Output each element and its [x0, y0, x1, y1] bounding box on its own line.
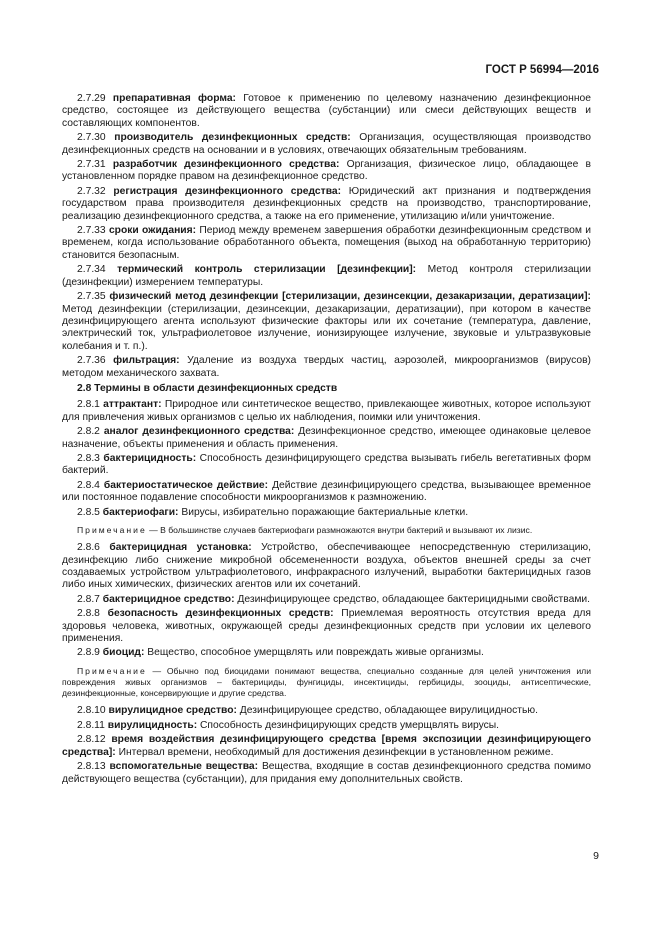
entry-term: бактериофаги:	[102, 506, 179, 518]
term-entry	[62, 426, 591, 451]
entry-definition: Организация, физическое лицо, обладающее в установленном порядке правом на дезинфекционное средство.	[62, 159, 591, 183]
term-entry	[62, 132, 591, 157]
entries-group-c	[62, 542, 591, 660]
entry-definition: Удаление из воздуха твердых частиц, аэрозолей, микроорганизмов (вирусов) методом механического захвата.	[62, 355, 591, 379]
term-entry	[62, 761, 591, 786]
entry-number: 2.8.7	[77, 593, 100, 605]
term-entry	[62, 291, 591, 353]
entry-number: 2.8.11	[77, 719, 105, 731]
entry-definition: Период между временем завершения обработки дезинфекционным средством и временем, когда использование обработанного объекта, помещения (выход на обработанную территорию) становится безопасным.	[62, 225, 591, 261]
page-content	[62, 93, 591, 788]
term-entry	[62, 93, 591, 130]
term-entry	[62, 705, 591, 717]
term-entry	[62, 264, 591, 289]
entry-term: производитель дезинфекционных средств:	[114, 132, 351, 144]
entry-definition: Вещества, входящие в состав дезинфекционного средства помимо действующего вещества (субстанции), для придания ему дополнительных свойств.	[62, 761, 591, 785]
entry-term: регистрация дезинфекционного средства:	[113, 185, 342, 197]
entry-term: аналог дезинфекционного средства:	[103, 426, 295, 438]
term-entry	[62, 186, 591, 223]
term-entry	[62, 608, 591, 645]
entry-term: термический контроль стерилизации [дезинфекции]:	[117, 264, 417, 276]
entry-definition: Природное или синтетическое вещество, привлекающее животных, которое используют для привлечения живых организмов с целью их наблюдения, поимки или уничтожения.	[62, 399, 591, 423]
entry-definition: Вирусы, избирательно поражающие бактериальные клетки.	[181, 506, 469, 518]
entry-term: препаративная форма:	[112, 93, 236, 104]
entry-term: бактерицидное средство:	[102, 593, 235, 605]
entry-definition: Способность дезинфицирующего средства вызывать гибель вегетативных форм бактерий.	[62, 452, 591, 477]
entry-number: 2.7.35	[77, 291, 106, 303]
term-entry	[62, 453, 591, 478]
entries-group-b	[62, 399, 591, 519]
entry-number: 2.7.29	[77, 93, 106, 104]
entry-definition: Юридический акт признания и подтверждения государством права производителя дезинфекционных средств на производство, транспортирование, реализацию дезинфекционного средства, а также на его применение, утилизацию и/или уничтожение.	[62, 185, 591, 222]
term-entry	[62, 507, 591, 519]
note-text: — В большинстве случаев бактериофаги размножаются внутри бактерий и вызывают их лизис.	[149, 525, 533, 535]
entry-definition: Дезинфекционное средство, имеющее одинаковые целевое назначение, объекты применения и область применения.	[62, 426, 591, 450]
entry-number: 2.7.34	[77, 264, 106, 276]
entry-number: 2.7.30	[77, 132, 106, 144]
entry-term: вирулицидность:	[107, 719, 198, 731]
entry-definition: Организация, осуществляющая производство дезинфекционных средств на основании и в условиях, отвечающих обязательным требованиям.	[62, 132, 591, 156]
term-entry	[62, 542, 591, 592]
entry-number: 2.8.1	[77, 399, 100, 411]
entry-number: 2.8.9	[77, 647, 100, 659]
note	[62, 666, 591, 700]
entry-definition: Метод дезинфекции (стерилизации, дезинсекции, дезакаризации, дератизации), при котором в качестве дезинфицирующего агента используют физические факторы или их сочетание (температура, давление, электрический ток, ультрафиолетовое излучение, ионизирующее излучение, звуковые и ультразвуковые колебания и т. п.).	[62, 303, 591, 352]
entry-term: бактерицидная установка:	[109, 542, 252, 554]
standard-header: ГОСТ Р 56994—2016	[485, 64, 599, 76]
section-heading: 2.8 Термины в области дезинфекционных средств	[77, 382, 338, 394]
entry-number: 2.7.32	[77, 185, 106, 197]
term-entry	[62, 159, 591, 184]
entry-term: время воздействия дезинфицирующего средства [время экспозиции дезинфицирующего средства]:	[62, 734, 591, 758]
entry-definition: Устройство, обеспечивающее непосредственную стерилизацию, дезинфекцию либо снижение микробной обсемененности воздуха, объектов внешней среды за счет создаваемых устройством ультрафиолетового, инфракрасного излучений, выработки бактерицидных газов либо иных химических, физических агентов или их сочетаний.	[62, 542, 591, 591]
term-entry	[62, 734, 591, 759]
entry-definition: Дезинфицирующее средство, обладающее бактерицидными свойствами.	[237, 593, 591, 605]
entry-term: вирулицидное средство:	[108, 705, 237, 717]
entry-number: 2.8.5	[77, 506, 100, 518]
entry-number: 2.7.33	[77, 225, 106, 237]
note-label: Примечание	[77, 665, 147, 676]
entry-term: разработчик дезинфекционного средства:	[112, 159, 340, 171]
entry-number: 2.8.6	[77, 542, 100, 554]
entry-definition: Метод контроля стерилизации (дезинфекции) измерением температуры.	[62, 264, 591, 288]
term-entry	[62, 647, 591, 659]
entry-term: биоцид:	[102, 647, 145, 659]
term-entry	[62, 399, 591, 424]
entry-term: аттрактант:	[103, 399, 162, 411]
entry-definition: Действие дезинфицирующего средства, вызывающее временное или постоянное подавление способности микроорганизмов к размножению.	[62, 479, 591, 504]
entry-number: 2.8.10	[77, 705, 106, 717]
entry-term: бактериостатическое действие:	[103, 479, 269, 491]
note-label: Примечание	[77, 525, 147, 535]
entry-number: 2.7.36	[77, 355, 106, 367]
term-entry	[62, 225, 591, 262]
entry-number: 2.8.4	[77, 479, 100, 491]
entry-number: 2.8.3	[77, 452, 100, 464]
entry-term: сроки ожидания:	[108, 225, 197, 237]
page-number: 9	[593, 850, 599, 862]
entries-group-d	[62, 705, 591, 785]
note-text: — Обычно под биоцидами понимают вещества, специально созданные для целей уничтожения или повреждения живых организмов – бактерициды, фунгициды, инсектициды, гербициды, зооциды, антисептические, дезинфекционные, консервирующие и другие средства.	[62, 665, 591, 699]
entry-number: 2.8.8	[77, 608, 100, 620]
entry-term: бактерицидность:	[103, 452, 197, 464]
entry-number: 2.7.31	[77, 159, 106, 171]
entry-definition: Интервал времени, необходимый для достижения дезинфекции в установленном режиме.	[118, 746, 554, 758]
entry-term: физический метод дезинфекции [стерилизации, дезинсекции, дезакаризации, дератизации]:	[109, 291, 591, 303]
entry-definition: Дезинфицирующее средство, обладающее вирулицидностью.	[239, 705, 538, 717]
entry-number: 2.8.12	[77, 734, 106, 746]
entry-definition: Способность дезинфицирующих средств умерщвлять вирусы.	[200, 719, 500, 731]
entry-number: 2.8.2	[77, 426, 100, 438]
entry-term: безопасность дезинфекционных средств:	[107, 608, 334, 620]
entry-definition: Готовое к применению по целевому назначению дезинфекционное средство, состоящее из действующего вещества (субстанции) или смеси действующих веществ и составляющих компонентов.	[62, 93, 591, 129]
term-entry	[62, 355, 591, 380]
term-entry	[62, 594, 591, 606]
entry-definition: Приемлемая вероятность отсутствия вреда для здоровья человека, животных, окружающей среды дезинфекционных средств при условии их целевого применения.	[62, 608, 591, 645]
entry-term: фильтрация:	[113, 355, 180, 367]
entries-group-a	[62, 93, 591, 380]
entry-term: вспомогательные вещества:	[109, 761, 259, 773]
entry-number: 2.8.13	[77, 761, 106, 773]
note	[62, 525, 591, 536]
entry-definition: Вещество, способное умерщвлять или повреждать живые организмы.	[147, 647, 484, 659]
term-entry	[62, 720, 591, 732]
term-entry	[62, 480, 591, 505]
